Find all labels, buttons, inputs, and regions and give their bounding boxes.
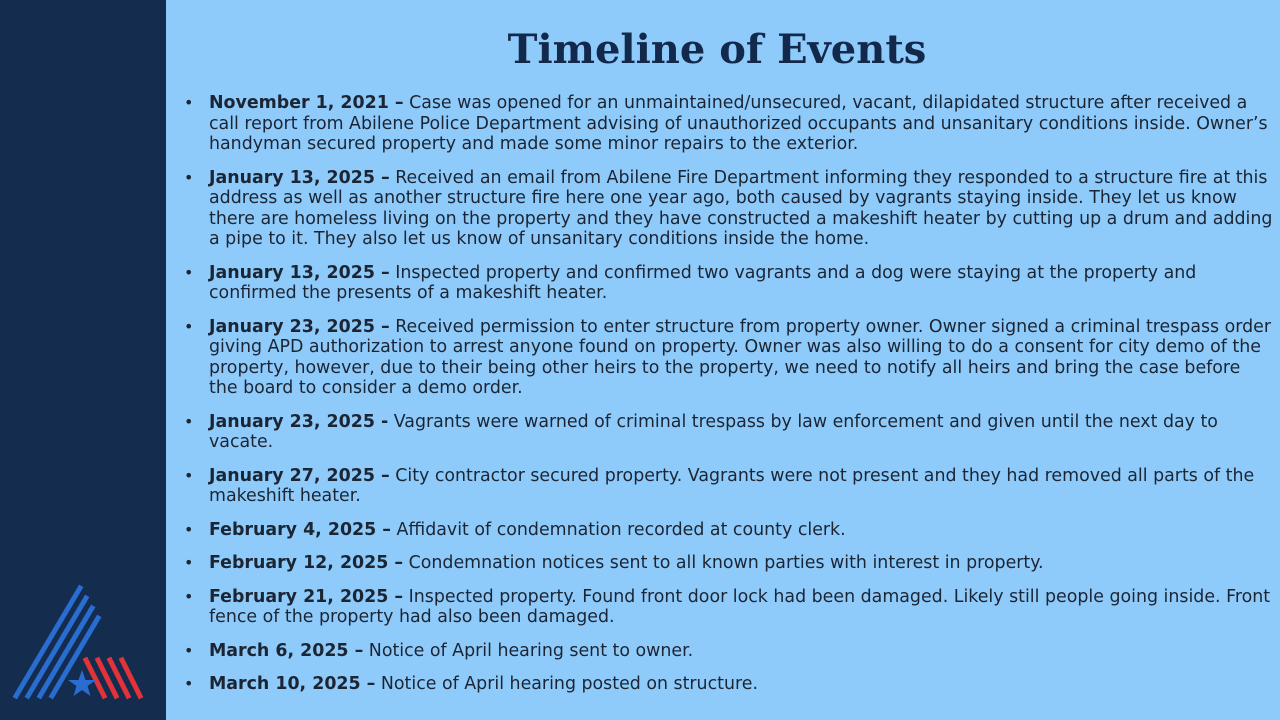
event-date: March 6, 2025 – — [209, 640, 364, 661]
bullet-icon: • — [184, 674, 194, 693]
bullet-icon: • — [184, 411, 194, 431]
sidebar-panel — [0, 0, 166, 720]
event-description: City contractor secured property. Vagrants were not present and they had removed all parts of the makeshift heater. — [209, 465, 1255, 506]
event-description: Received an email from Abilene Fire Department informing they responded to a structure fire at this address as well as another structure fire here one year ago, both caused by vagrants staying inside. They let us know there are homeless living on the property and they have constructed a makeshift heater by cutting up a drum and adding a pipe to it. They also let us know of unsanitary conditions inside the home. — [209, 167, 1273, 249]
event-description: Case was opened for an unmaintained/unsecured, vacant, dilapidated structure after received a call report from Abilene Police Department advising of unauthorized occupants and unsanitary conditions inside. Owner’s handyman secured property and made some minor repairs to the exterior. — [209, 93, 1268, 154]
event-description: Affidavit of condemnation recorded at county clerk. — [391, 519, 846, 540]
timeline-item — [184, 263, 1274, 304]
event-description: Condemnation notices sent to all known parties with interest in property. — [403, 553, 1044, 573]
timeline-list — [184, 93, 1274, 708]
timeline-item — [184, 168, 1274, 250]
city-logo-icon — [12, 580, 152, 700]
bullet-icon: • — [184, 465, 194, 485]
bullet-icon: • — [184, 93, 194, 112]
event-date: January 23, 2025 - — [209, 411, 389, 432]
bullet-icon: • — [184, 586, 194, 606]
timeline-item — [184, 520, 1274, 541]
bullet-icon: • — [184, 640, 194, 660]
bullet-icon: • — [184, 553, 194, 572]
bullet-icon: • — [184, 167, 194, 187]
bullet-icon: • — [184, 519, 194, 539]
bullet-icon: • — [184, 262, 194, 282]
event-description: Vagrants were warned of criminal trespass by law enforcement and given until the next day to vacate. — [209, 411, 1218, 452]
timeline-item — [184, 317, 1274, 399]
timeline-item — [184, 674, 1274, 695]
event-date: January 23, 2025 – — [209, 316, 390, 337]
timeline-item — [184, 587, 1274, 628]
timeline-item — [184, 553, 1274, 574]
event-date: February 12, 2025 – — [209, 553, 404, 573]
event-description: Notice of April hearing posted on structure. — [375, 674, 758, 694]
timeline-item — [184, 93, 1274, 155]
event-date: January 27, 2025 – — [209, 465, 390, 486]
bullet-icon: • — [184, 316, 194, 336]
event-date: November 1, 2021 – — [209, 93, 404, 113]
event-date: March 10, 2025 – — [209, 674, 376, 694]
timeline-item — [184, 466, 1274, 507]
event-description: Notice of April hearing sent to owner. — [363, 640, 694, 661]
event-description: Received permission to enter structure from property owner. Owner signed a criminal trespass order giving APD authorization to arrest anyone found on property. Owner was also willing to do a consent for city demo of the property, however, due to their being other heirs to the property, we need to notify all heirs and bring the case before the board to consider a demo order. — [209, 316, 1272, 398]
event-date: January 13, 2025 – — [209, 262, 390, 283]
slide-title: Timeline of Events — [507, 26, 927, 73]
event-description: Inspected property. Found front door lock had been damaged. Likely still people going inside. Front fence of the property had also been damaged. — [209, 586, 1271, 627]
timeline-item — [184, 412, 1274, 453]
event-date: January 13, 2025 – — [209, 167, 390, 188]
timeline-item — [184, 641, 1274, 662]
event-description: Inspected property and confirmed two vagrants and a dog were staying at the property and confirmed the presents of a makeshift heater. — [209, 262, 1197, 303]
event-date: February 4, 2025 – — [209, 519, 391, 540]
event-date: February 21, 2025 – — [209, 586, 404, 607]
